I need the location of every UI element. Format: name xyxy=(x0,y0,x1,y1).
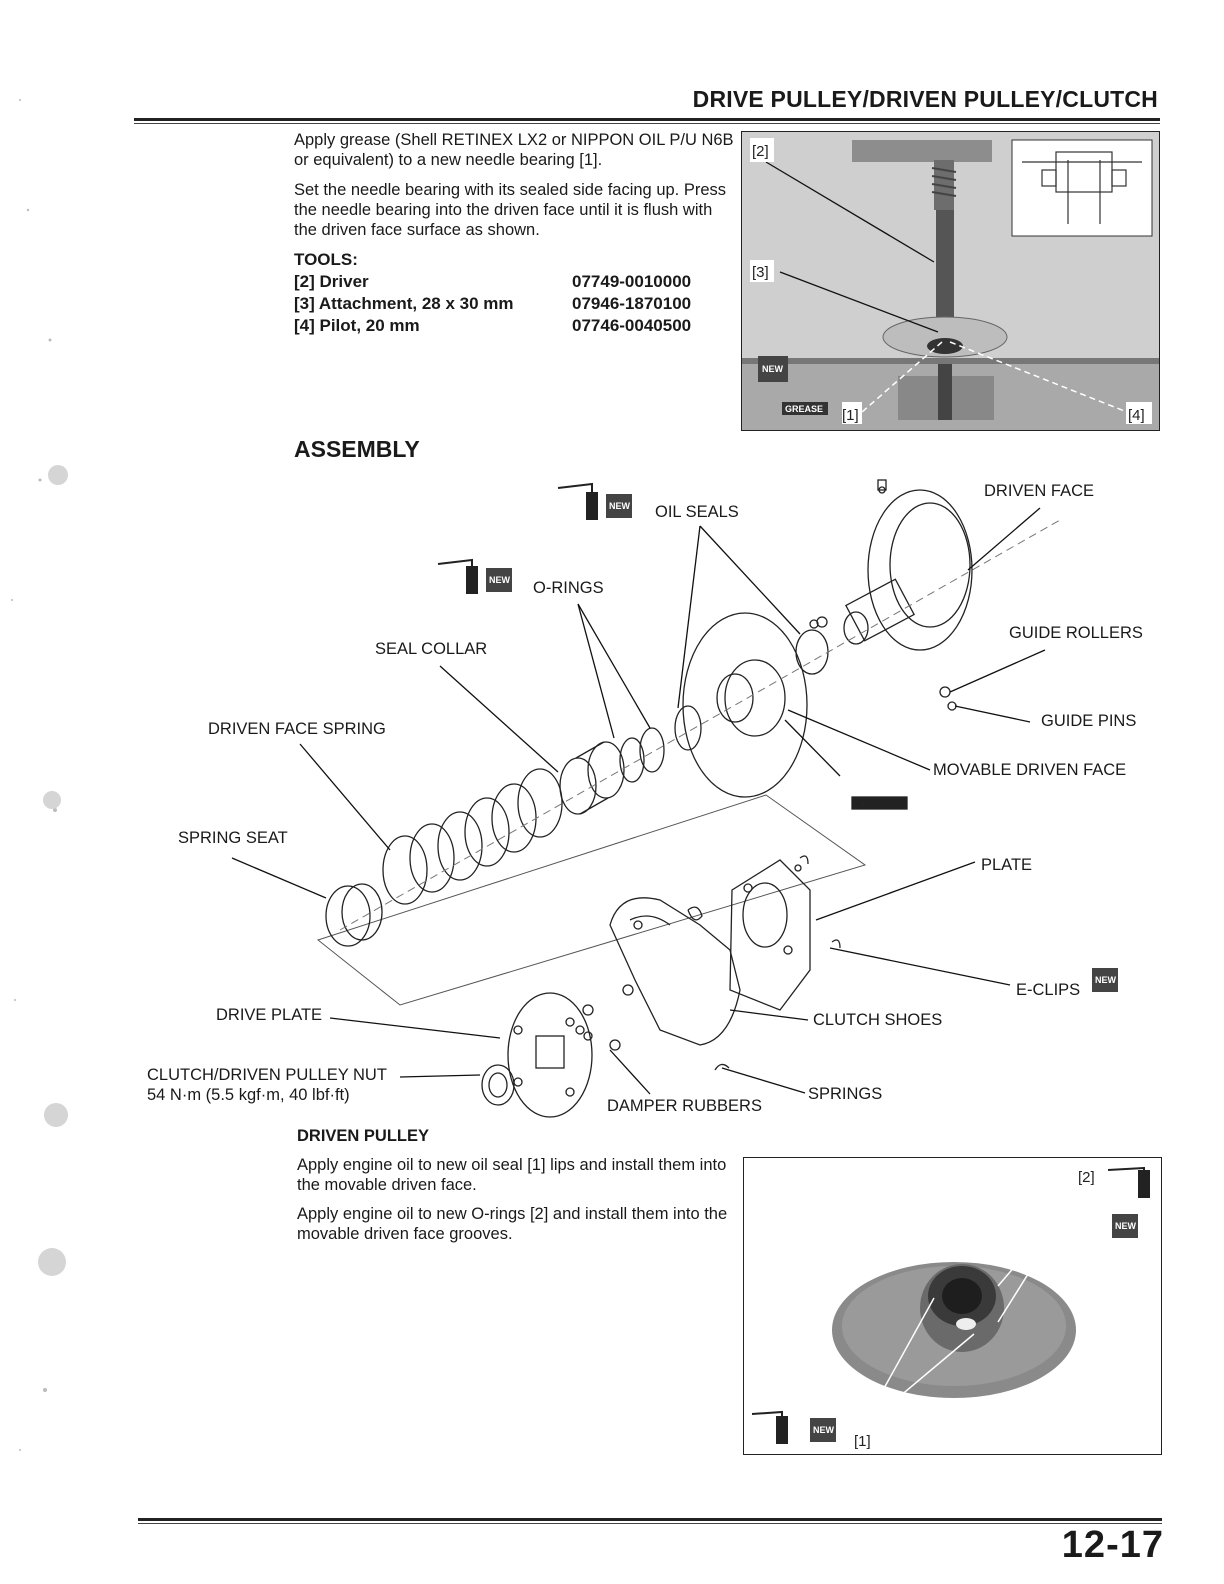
callout-1: [1] xyxy=(842,407,859,424)
pulley-nut-part xyxy=(482,1065,514,1105)
label-clutch-shoes: CLUTCH SHOES xyxy=(813,1011,943,1029)
grease-badge: GREASE xyxy=(862,799,901,809)
new-badge: NEW xyxy=(1095,975,1116,985)
needle-bearing-photo xyxy=(741,131,1160,431)
header-rule xyxy=(134,118,1160,121)
tools-heading: TOOLS: xyxy=(294,250,358,269)
oil-seal-part xyxy=(796,630,828,674)
callout-2: [2] xyxy=(1078,1169,1095,1186)
tool-name: [4] Pilot, 20 mm xyxy=(294,316,420,335)
label-e-clips: E-CLIPS xyxy=(1016,981,1081,999)
drive-plate-part xyxy=(508,993,592,1117)
needle-bearing-photo-art xyxy=(742,132,1159,430)
new-badge: NEW xyxy=(609,501,630,511)
driven-face-part xyxy=(868,490,972,650)
new-badge: NEW xyxy=(762,364,783,374)
footer-rule xyxy=(138,1518,1162,1521)
label-pulley-nut: CLUTCH/DRIVEN PULLEY NUT xyxy=(147,1066,387,1084)
callout-3: [3] xyxy=(752,264,769,281)
scan-margin-noise xyxy=(0,0,90,1584)
callout-2: [2] xyxy=(752,143,769,160)
movable-driven-face-photo xyxy=(743,1157,1162,1455)
assembly-heading: ASSEMBLY xyxy=(294,436,420,462)
label-guide-rollers: GUIDE ROLLERS xyxy=(1009,624,1143,642)
label-driven-face-spring: DRIVEN FACE SPRING xyxy=(208,720,386,738)
label-movable-driven-face: MOVABLE DRIVEN FACE xyxy=(933,761,1127,779)
tool-number: 07746-0040500 xyxy=(572,316,692,335)
new-badge: NEW xyxy=(1115,1221,1136,1231)
tool-name: [3] Attachment, 28 x 30 mm xyxy=(294,294,514,313)
footer-rule-thin xyxy=(138,1523,1162,1524)
label-damper-rubbers: DAMPER RUBBERS xyxy=(607,1097,762,1115)
new-badge: NEW xyxy=(813,1425,834,1435)
plate-part xyxy=(730,860,810,1010)
label-drive-plate: DRIVE PLATE xyxy=(216,1006,323,1024)
movable-driven-face-part xyxy=(683,613,807,797)
intro-paragraph-2: Set the needle bearing with its sealed side facing up. Press the needle bearing into the driven face until it is flush with the driven face surface as shown. xyxy=(294,181,727,239)
driven-pulley-paragraph-2: Apply engine oil to new O-rings [2] and install them into the movable driven face grooves. xyxy=(297,1205,728,1243)
callout-1: [1] xyxy=(854,1433,871,1450)
o-ring-part xyxy=(640,728,664,772)
driven-pulley-heading: DRIVEN PULLEY xyxy=(297,1127,430,1145)
label-spring-seat: SPRING SEAT xyxy=(178,829,288,847)
label-torque-spec: 54 N·m (5.5 kgf·m, 40 lbf·ft) xyxy=(147,1086,350,1104)
grease-badge: GREASE xyxy=(785,404,824,414)
label-plate: PLATE xyxy=(981,856,1033,874)
tool-number: 07946-1870100 xyxy=(572,294,692,313)
header-rule-thin xyxy=(134,123,1160,124)
tool-number: 07749-0010000 xyxy=(572,272,692,291)
page-number: 12-17 xyxy=(1061,1524,1164,1566)
label-driven-face: DRIVEN FACE xyxy=(984,482,1095,500)
intro-paragraph-1: Apply grease (Shell RETINEX LX2 or NIPPON OIL P/U N6B or equivalent) to a new needle bearing [1]. xyxy=(294,131,734,169)
section-title: DRIVE PULLEY/DRIVEN PULLEY/CLUTCH xyxy=(692,86,1158,112)
tool-name: [2] Driver xyxy=(294,272,369,291)
label-guide-pins: GUIDE PINS xyxy=(1041,712,1137,730)
driven-face-spring-part xyxy=(383,769,562,904)
movable-driven-face-photo-art xyxy=(744,1158,1161,1454)
driven-pulley-paragraph-1: Apply engine oil to new oil seal [1] lips and install them into the movable driven face. xyxy=(297,1156,727,1194)
new-badge: NEW xyxy=(489,575,510,585)
callout-4: [4] xyxy=(1128,407,1145,424)
spring-seat-part xyxy=(326,886,370,946)
label-seal-collar: SEAL COLLAR xyxy=(375,640,488,658)
label-springs: SPRINGS xyxy=(808,1085,883,1103)
label-oil-seals: OIL SEALS xyxy=(655,503,739,521)
label-o-rings: O-RINGS xyxy=(533,579,604,597)
clutch-shoes-part xyxy=(610,898,740,1045)
